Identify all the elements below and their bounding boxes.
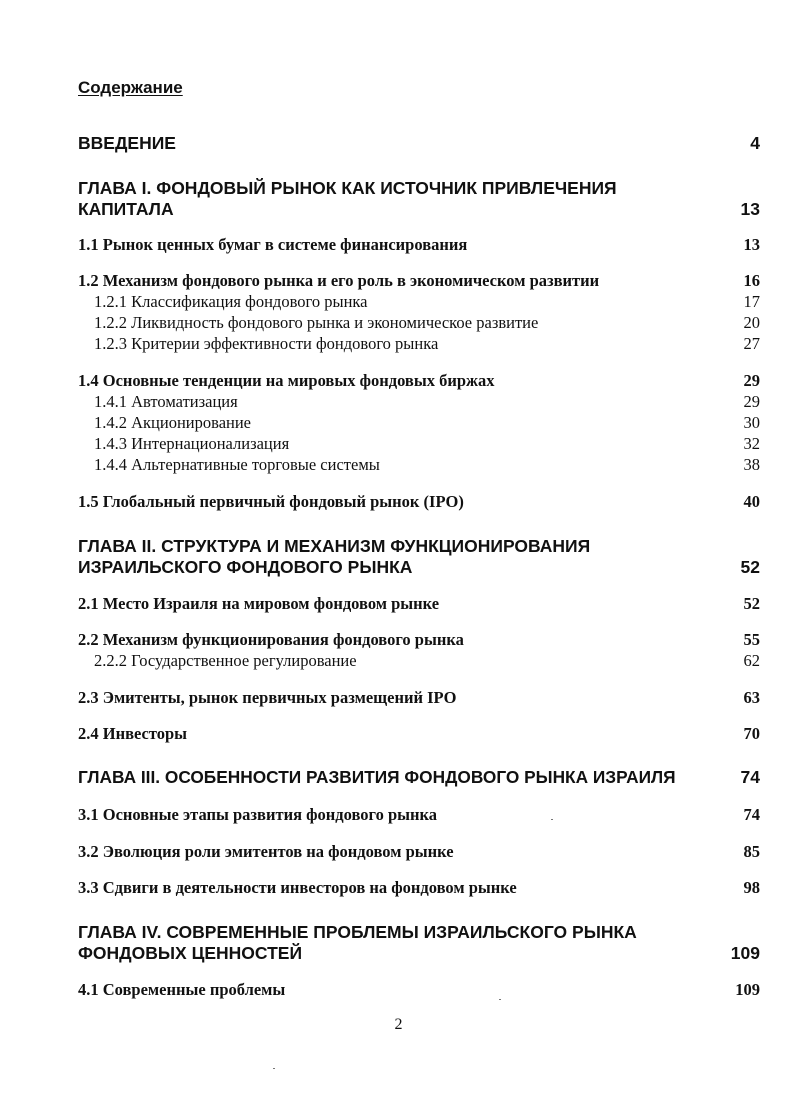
toc-entry-label: 2.3 Эмитенты, рынок первичных размещений IPO xyxy=(78,688,457,707)
toc-entry-page: 38 xyxy=(743,455,760,474)
toc-entry-label: 3.1 Основные этапы развития фондового рынка xyxy=(78,805,438,824)
toc-heading: Содержание xyxy=(78,78,183,97)
toc-entry-page: 85 xyxy=(743,842,760,861)
toc-entry-label: 2.2.2 Государственное регулирование xyxy=(94,651,357,670)
toc-entry-label: 1.4.2 Акционирование xyxy=(94,413,252,432)
toc-entry-page: 17 xyxy=(743,292,760,311)
toc-entry-page: 40 xyxy=(743,492,760,511)
toc-entry-page: 16 xyxy=(743,271,760,290)
toc-entry-label: 1.2.3 Критерии эффективности фондового рынка xyxy=(94,334,439,353)
toc-entry-page: 13 xyxy=(740,199,760,219)
toc-entry-label: 2.1 Место Израиля на мировом фондовом рынке xyxy=(78,594,440,613)
scan-speck xyxy=(551,819,553,820)
chapter-title-line2: КАПИТАЛА xyxy=(78,199,174,219)
toc-entry-page: 30 xyxy=(743,413,760,432)
toc-entry-label: 1.4 Основные тенденции на мировых фондовых биржах xyxy=(78,371,495,390)
toc-entry-label: 1.5 Глобальный первичный фондовый рынок (IPO) xyxy=(78,492,464,511)
toc-entry-page: 29 xyxy=(743,371,760,390)
toc-entry-label: 1.4.4 Альтернативные торговые системы xyxy=(94,455,380,474)
page-number: 2 xyxy=(394,1016,403,1033)
toc-entry-page: 109 xyxy=(730,943,760,963)
toc-entry-label: 1.2.2 Ликвидность фондового рынка и экономическое развитие xyxy=(94,313,539,332)
chapter-title-line1: ГЛАВА I. ФОНДОВЫЙ РЫНОК КАК ИСТОЧНИК ПРИВЛЕЧЕНИЯ xyxy=(78,178,617,198)
toc-entry-label: 1.4.3 Интернационализация xyxy=(94,434,290,453)
toc-entry-page: 20 xyxy=(743,313,760,332)
toc-entry-label: 2.4 Инвесторы xyxy=(78,724,188,743)
toc-entry-page: 32 xyxy=(743,434,760,453)
toc-entry-page: 62 xyxy=(743,651,760,670)
toc-entry-page: 74 xyxy=(743,805,760,824)
toc-entry-page: 74 xyxy=(740,767,760,787)
chapter-title-line1: ГЛАВА II. СТРУКТУРА И МЕХАНИЗМ ФУНКЦИОНИРОВАНИЯ xyxy=(78,536,591,556)
toc-entry-label: 4.1 Современные проблемы xyxy=(78,980,286,999)
toc-entry-label: 3.3 Сдвиги в деятельности инвесторов на фондовом рынке xyxy=(78,878,517,897)
toc-entry-label: 1.4.1 Автоматизация xyxy=(94,392,238,411)
toc-entry-label: 1.2 Механизм фондового рынка и его роль в экономическом развитии xyxy=(78,271,600,290)
toc-entry-page: 109 xyxy=(735,980,760,999)
toc-entry-label: ВВЕДЕНИЕ xyxy=(78,133,176,153)
toc-entry-label: 3.2 Эволюция роли эмитентов на фондовом рынке xyxy=(78,842,454,861)
chapter-title-line1: ГЛАВА IV. СОВРЕМЕННЫЕ ПРОБЛЕМЫ ИЗРАИЛЬСКОГО РЫНКА xyxy=(78,922,637,942)
toc-entry-page: 63 xyxy=(743,688,760,707)
chapter-title-line2: ИЗРАИЛЬСКОГО ФОНДОВОГО РЫНКА xyxy=(78,557,413,577)
toc-entry-label: 1.1 Рынок ценных бумаг в системе финансирования xyxy=(78,235,468,254)
toc-entry-page: 52 xyxy=(743,594,760,613)
toc-entry-page: 4 xyxy=(750,133,760,153)
toc-entry-label: 2.2 Механизм функционирования фондового рынка xyxy=(78,630,464,649)
scan-speck xyxy=(499,999,501,1000)
toc-entry-label: 1.2.1 Классификация фондового рынка xyxy=(94,292,368,311)
chapter-title-line1: ГЛАВА III. ОСОБЕННОСТИ РАЗВИТИЯ ФОНДОВОГО РЫНКА ИЗРАИЛЯ xyxy=(78,767,676,787)
toc-entry-page: 13 xyxy=(743,235,760,254)
chapter-title-line2: ФОНДОВЫХ ЦЕННОСТЕЙ xyxy=(78,943,303,963)
toc-entry-page: 52 xyxy=(740,557,760,577)
toc-entry-page: 55 xyxy=(743,630,760,649)
toc-entry-page: 27 xyxy=(743,334,760,353)
toc-entry-page: 98 xyxy=(743,878,760,897)
scan-speck xyxy=(273,1068,275,1069)
toc-entry-page: 29 xyxy=(743,392,760,411)
toc-entry-page: 70 xyxy=(743,724,760,743)
